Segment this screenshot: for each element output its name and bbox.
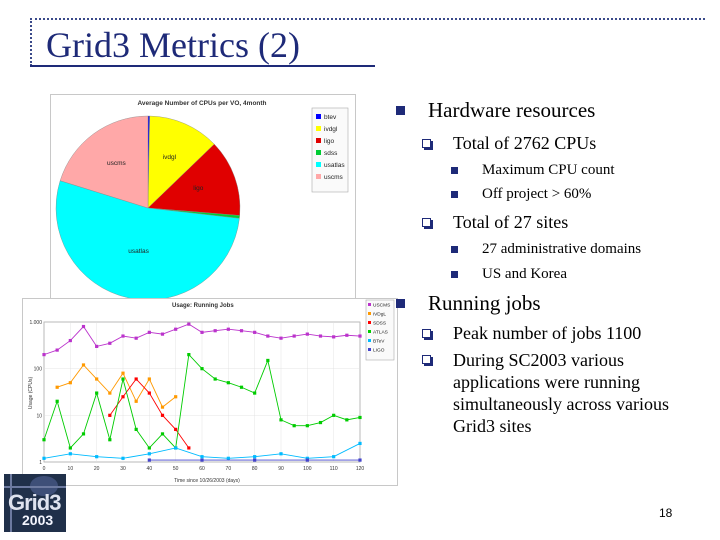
line-point-ATLAS — [306, 424, 309, 427]
grid3-logo — [4, 474, 66, 532]
line-point-USCMS — [69, 339, 72, 342]
line-point-SDSS — [161, 414, 164, 417]
line-point-USCMS — [266, 334, 269, 337]
pie-legend-label-ivdgl: ivdgl — [324, 126, 338, 133]
line-point-iVDgL — [95, 377, 98, 380]
line-point-ATLAS — [161, 432, 164, 435]
line-point-SDSS — [108, 414, 111, 417]
line-chart-x-tick: 120 — [355, 466, 365, 472]
line-legend-label-LIGO: LIGO — [373, 348, 385, 354]
bullet-us-korea-text: US and Korea — [482, 266, 567, 282]
pie-slice-label-uscms: uscms — [106, 160, 126, 168]
bullet-off-project-text: Off project > 60% — [482, 186, 592, 202]
line-point-ATLAS — [200, 367, 203, 370]
line-legend-label-SDSS: SDSS — [373, 321, 387, 327]
bullet-peak-text: Peak number of jobs 1100 — [453, 323, 642, 343]
line-point-USCMS — [293, 334, 296, 337]
line-point-LIGO — [253, 458, 256, 461]
line-point-SDSS — [121, 395, 124, 398]
line-point-iVDgL — [56, 386, 59, 389]
logo-text: Grid3 — [8, 490, 61, 515]
line-chart-x-tick: 60 — [199, 466, 205, 472]
line-point-ATLAS — [82, 432, 85, 435]
line-point-BTeV — [200, 455, 203, 458]
line-point-USCMS — [240, 329, 243, 332]
line-point-USCMS — [135, 337, 138, 340]
bullet-cpus-text: Total of 2762 CPUs — [453, 133, 597, 153]
line-chart-title: Usage: Running Jobs — [172, 303, 234, 309]
line-point-ATLAS — [227, 381, 230, 384]
line-chart-x-tick: 0 — [42, 466, 46, 472]
bullet-marker — [396, 106, 405, 115]
line-point-USCMS — [121, 334, 124, 337]
bullet-marker — [451, 271, 458, 278]
line-chart-x-tick: 50 — [172, 466, 179, 472]
line-point-USCMS — [148, 331, 151, 334]
page-number: 18 — [659, 506, 673, 520]
pie-legend-swatch-ivdgl — [316, 126, 321, 131]
line-point-SDSS — [187, 446, 190, 449]
pie-legend-label-uscms: uscms — [324, 174, 343, 181]
bullet-sites-text: Total of 27 sites — [453, 212, 569, 232]
line-chart-x-tick: 80 — [251, 466, 258, 472]
title-underline — [30, 65, 375, 67]
line-point-iVDgL — [108, 391, 111, 394]
bullet-marker — [451, 246, 458, 253]
pie-legend-label-btev: btev — [324, 114, 337, 121]
bullet-marker — [422, 139, 431, 148]
line-point-BTeV — [279, 452, 282, 455]
line-legend-swatch-iVDgL — [368, 312, 371, 315]
pie-chart-title: Average Number of CPUs per VO, 4month — [137, 100, 267, 107]
line-chart-xlabel: Time since 10/26/2003 (days) — [174, 478, 240, 484]
line-point-USCMS — [358, 334, 361, 337]
line-point-USCMS — [253, 331, 256, 334]
line-point-USCMS — [161, 333, 164, 336]
line-chart-x-tick: 10 — [67, 466, 74, 472]
bullet-hardware-text: Hardware resources — [428, 98, 596, 122]
line-point-BTeV — [42, 457, 45, 460]
line-chart-x-tick: 70 — [225, 466, 232, 472]
line-chart-x-tick: 30 — [120, 466, 126, 472]
line-point-iVDgL — [161, 406, 164, 409]
pie-legend-swatch-sdss — [316, 150, 321, 155]
line-point-iVDgL — [121, 372, 124, 375]
line-point-ATLAS — [332, 414, 335, 417]
line-chart-y-tick: 100 — [33, 366, 42, 373]
pie-legend-label-sdss: sdss — [324, 150, 338, 157]
line-point-SDSS — [135, 377, 138, 380]
bullet-marker — [451, 191, 458, 198]
line-chart-x-tick: 90 — [278, 466, 284, 472]
bullet-marker — [451, 167, 458, 174]
line-chart-x-tick: 40 — [146, 466, 153, 472]
title-frame-top — [30, 18, 705, 20]
line-chart-y-tick: 1 — [39, 460, 42, 466]
pie-chart — [50, 94, 356, 306]
line-point-ATLAS — [266, 359, 269, 362]
line-point-BTeV — [148, 452, 151, 455]
line-point-LIGO — [200, 458, 203, 461]
line-point-USCMS — [82, 325, 85, 328]
pie-legend-swatch-uscms — [316, 174, 321, 179]
bullet-marker — [422, 329, 431, 338]
line-point-USCMS — [95, 345, 98, 348]
line-point-SDSS — [148, 391, 151, 394]
line-point-LIGO — [358, 458, 361, 461]
line-point-USCMS — [214, 329, 217, 332]
pie-slice-label-ivdgl: ivdgl — [162, 154, 177, 162]
bullet-max-cpu-text: Maximum CPU count — [482, 162, 615, 178]
pie-legend-label-usatlas: usatlas — [324, 162, 345, 169]
line-legend-label-ATLAS: ATLAS — [373, 330, 388, 336]
line-point-ATLAS — [42, 438, 45, 441]
line-point-ATLAS — [148, 446, 151, 449]
line-legend-label-USCMS: USCMS — [373, 303, 391, 309]
line-point-USCMS — [200, 331, 203, 334]
line-point-iVDgL — [135, 400, 138, 403]
line-point-ATLAS — [214, 377, 217, 380]
line-chart-y-tick: 10 — [36, 413, 42, 420]
line-chart-y-tick: 1.000 — [29, 320, 42, 326]
line-chart-x-tick: 110 — [329, 466, 338, 472]
logo-year: 2003 — [22, 512, 54, 528]
bullet-marker — [396, 299, 405, 308]
line-point-USCMS — [108, 342, 111, 345]
line-legend-swatch-BTeV — [368, 339, 371, 342]
pie-slice-label-ligo: ligo — [193, 185, 204, 193]
line-point-ATLAS — [108, 438, 111, 441]
line-point-BTeV — [358, 442, 361, 445]
line-point-USCMS — [345, 334, 348, 337]
pie-legend-label-ligo: ligo — [324, 138, 335, 145]
line-point-BTeV — [174, 446, 177, 449]
bullet-marker — [422, 355, 431, 364]
line-point-ATLAS — [95, 391, 98, 394]
line-point-ATLAS — [279, 418, 282, 421]
line-legend-label-iVDgL: iVDgL — [373, 312, 387, 318]
line-point-LIGO — [148, 458, 151, 461]
line-point-ATLAS — [253, 391, 256, 394]
line-point-USCMS — [332, 335, 335, 338]
line-chart-ylabel: Usage (CPUs) — [28, 376, 34, 410]
line-chart — [22, 298, 398, 486]
line-point-iVDgL — [82, 363, 85, 366]
pie-legend-swatch-ligo — [316, 138, 321, 143]
slide-title: Grid3 Metrics (2) — [46, 25, 300, 65]
logo-stripe — [4, 486, 66, 488]
line-point-ATLAS — [358, 416, 361, 419]
line-point-USCMS — [187, 323, 190, 326]
line-point-USCMS — [279, 337, 282, 340]
line-point-BTeV — [95, 455, 98, 458]
pie-legend-swatch-btev — [316, 114, 321, 119]
line-point-USCMS — [56, 348, 59, 351]
line-legend-label-BTeV: BTeV — [373, 339, 385, 345]
pie-slice-label-usatlas: usatlas — [128, 248, 149, 256]
line-point-ATLAS — [69, 446, 72, 449]
line-point-BTeV — [253, 455, 256, 458]
title-frame-left — [30, 18, 32, 66]
line-point-ATLAS — [293, 424, 296, 427]
line-point-ATLAS — [187, 353, 190, 356]
line-point-BTeV — [227, 457, 230, 460]
line-point-USCMS — [42, 353, 45, 356]
bullet-running-jobs-text: Running jobs — [428, 291, 541, 315]
line-point-BTeV — [121, 457, 124, 460]
line-chart-x-tick: 20 — [93, 466, 100, 472]
bullet-sc2003-text: During SC2003 various applications were running simultaneously across various Grid3 sites — [453, 350, 669, 436]
line-legend-swatch-ATLAS — [368, 330, 371, 333]
line-point-iVDgL — [174, 395, 177, 398]
line-point-USCMS — [227, 328, 230, 331]
line-point-BTeV — [69, 452, 72, 455]
line-point-SDSS — [174, 428, 177, 431]
line-point-iVDgL — [69, 381, 72, 384]
line-point-ATLAS — [319, 421, 322, 424]
line-legend-swatch-SDSS — [368, 321, 371, 324]
line-point-USCMS — [319, 334, 322, 337]
bullet-marker — [422, 218, 431, 227]
line-point-LIGO — [306, 458, 309, 461]
line-point-BTeV — [332, 455, 335, 458]
line-legend-swatch-USCMS — [368, 303, 371, 306]
line-point-USCMS — [306, 333, 309, 336]
line-point-iVDgL — [148, 377, 151, 380]
bullet-admin-domains-text: 27 administrative domains — [482, 241, 642, 257]
line-point-ATLAS — [121, 377, 124, 380]
pie-legend-swatch-usatlas — [316, 162, 321, 167]
line-legend-swatch-LIGO — [368, 348, 371, 351]
line-point-ATLAS — [345, 418, 348, 421]
line-point-ATLAS — [56, 400, 59, 403]
line-point-ATLAS — [135, 428, 138, 431]
line-point-ATLAS — [240, 386, 243, 389]
line-chart-x-tick: 100 — [303, 466, 312, 472]
line-point-USCMS — [174, 328, 177, 331]
